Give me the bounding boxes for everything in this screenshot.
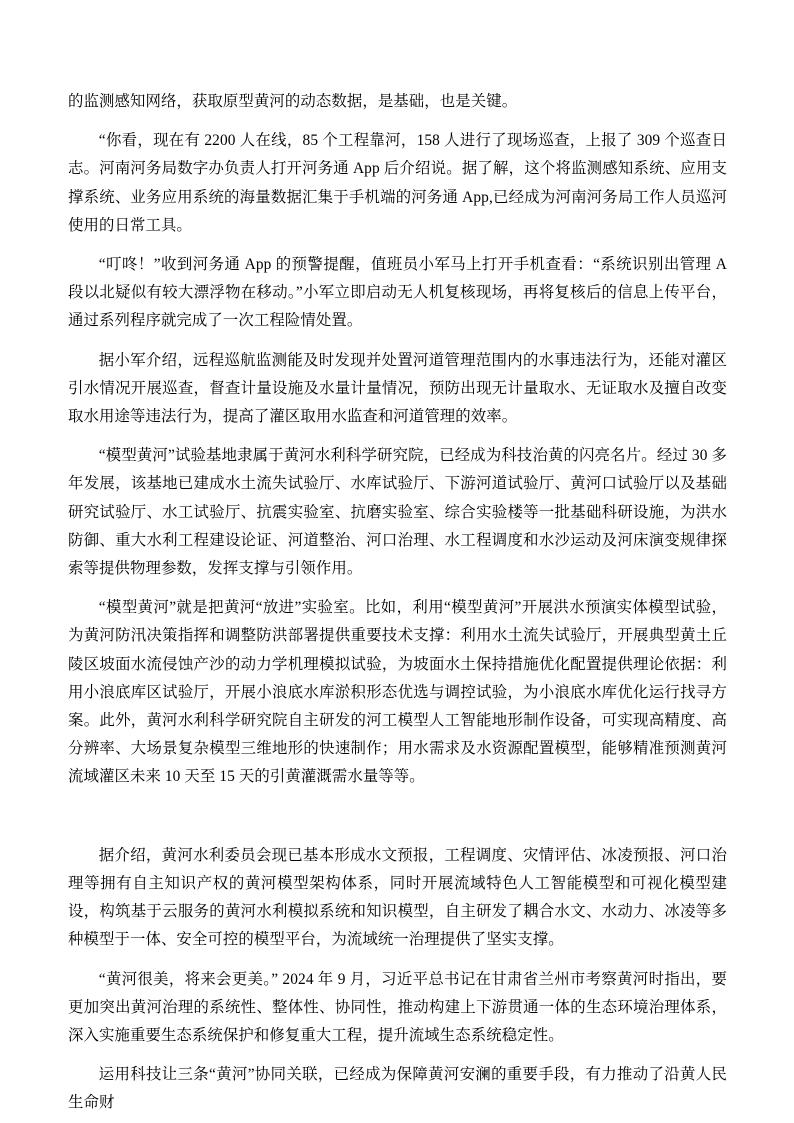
paragraph: “叮咚！”收到河务通 App 的预警提醒，值班员小军马上打开手机查看：“系统识别出管理 A 段以北疑似有较大漂浮物在移动。”小军立即启动无人机复核现场，再将复核后的信息上传平台，通过系列程序就完成了一次工程险情处置。 [68, 256, 727, 330]
paragraph: “你看，现在有 2200 人在线，85 个工程靠河，158 人进行了现场巡查，上报了 309 个巡查日志。河南河务局数字办负责人打开河务通 App 后介绍说。据了解，这个将监测感知系统、应用支撑系统、业务应用系统的海量数据汇集于手机端的河务通 App,已经成为河南河务局工作人员巡河使用的日常工具。 [68, 132, 727, 234]
paragraph: “模型黄河”试验基地隶属于黄河水利科学研究院，已经成为科技治黄的闪亮名片。经过 30 多年发展，该基地已建成水土流失试验厅、水库试验厅、下游河道试验厅、黄河口试验厅以及基础研究试验厅、水工试验厅、抗震实验室、抗磨实验室、综合实验楼等一批基础科研设施，为洪水防御、重大水利工程建设论证、河道整治、河口治理、水工程调度和水沙运动及河床演变规律探索等提供物理参数，发挥支撑与引领作用。 [68, 447, 727, 578]
paragraph: “模型黄河”就是把黄河“放进”实验室。比如，利用“模型黄河”开展洪水预演实体模型试验，为黄河防汛决策指挥和调整防洪部署提供重要技术支撑：利用水土流失试验厅，开展典型黄土丘陵区坡面水流侵蚀产沙的动力学机理模拟试验，为坡面水土保持措施优化配置提供理论依据：利用小浪底库区试验厅，开展小浪底水库淤积形态优选与调控试验，为小浪底水库优化运行找寻方案。此外，黄河水利科学研究院自主研发的河工模型人工智能地形制作设备，可实现高精度、高分辨率、大场景复杂模型三维地形的快速制作；用水需求及水资源配置模型，能够精准预测黄河流域灌区未来 10 天至 15 天的引黄灌溉需水量等等。 [68, 599, 727, 786]
blank-line [68, 803, 727, 831]
paragraph: 运用科技让三条“黄河”协同关联，已经成为保障黄河安澜的重要手段，有力推动了沿黄人民生命财 [68, 1066, 727, 1112]
paragraph: 据介绍，黄河水利委员会现已基本形成水文预报，工程调度、灾情评估、冰凌预报、河口治理等拥有自主知识产权的黄河模型架构体系，同时开展流域特色人工智能模型和可视化模型建设，构筑基于云服务的黄河水利模拟系统和知识模型，自主研发了耦合水文、水动力、冰凌等多种模型于一体、安全可控的模型平台，为流域统一治理提供了坚实支撑。 [68, 846, 727, 949]
paragraph: “黄河很美，将来会更美。” 2024 年 9 月，习近平总书记在甘肃省兰州市考察黄河时指出，要更加突出黄河治理的系统性、整体性、协同性，推动构建上下游贯通一体的生态环境治理体系，深入实施重要生态系统保护和修复重大工程，提升流域生态系统稳定性。 [68, 970, 727, 1045]
paragraph: 据小军介绍，远程巡航监测能及时发现并处置河道管理范围内的水事违法行为，还能对灌区引水情况开展巡查，督查计量设施及水量计量情况，预防出现无计量取水、无证取水及擅自改变取水用途等违法行为，提高了灌区取用水监查和河道管理的效率。 [68, 351, 727, 426]
paragraph-continuation: 的监测感知网络，获取原型黄河的动态数据，是基础，也是关键。 [68, 93, 518, 110]
